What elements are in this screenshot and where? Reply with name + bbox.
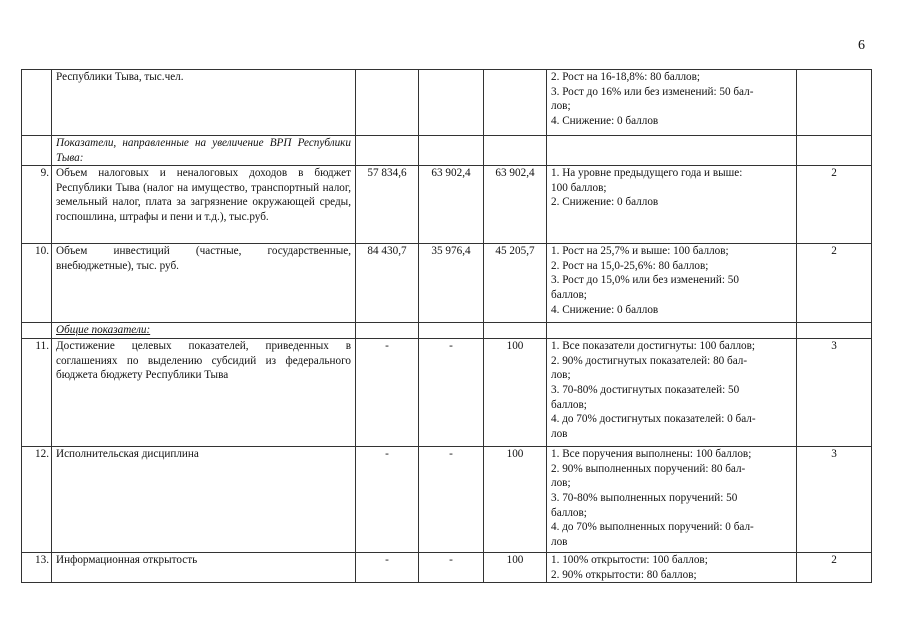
criteria-cell — [547, 166, 797, 244]
criteria-line: 2. Рост на 15,0-25,6%: 80 баллов; — [551, 259, 709, 272]
section-row — [22, 136, 872, 166]
criteria-cell — [547, 447, 797, 553]
indicator-name: Объем инвестиций (частные, государственные, внебюджетные), тыс. руб. — [52, 244, 356, 323]
criteria-line: лов; — [551, 477, 571, 490]
value-current-year: 63 902,4 — [419, 166, 484, 244]
weight-score: 3 — [797, 339, 872, 447]
value-prev-year: - — [356, 447, 419, 553]
table-row — [22, 244, 872, 323]
section-title: Показатели, направленные на увеличение ВРП Республики Тыва: — [52, 136, 356, 166]
indicator-name: Достижение целевых показателей, приведенных в соглашениях по выделению субсидий из федерального бюджета бюджету Республики Тыва — [52, 339, 356, 447]
row-number — [22, 70, 52, 136]
criteria-line: лов; — [551, 369, 571, 382]
criteria-cell — [547, 70, 797, 136]
empty-cell — [547, 136, 797, 166]
empty-cell — [797, 136, 872, 166]
value-target: 45 205,7 — [484, 244, 547, 323]
criteria-line: 2. 90% выполненных поручений: 80 бал- — [551, 462, 746, 475]
value-prev-year: - — [356, 553, 419, 583]
empty-cell — [484, 323, 547, 339]
row-number: 11. — [22, 339, 52, 447]
indicator-name: Исполнительская дисциплина — [52, 447, 356, 553]
criteria-cell — [547, 339, 797, 447]
empty-cell — [797, 323, 872, 339]
section-title: Общие показатели: — [52, 323, 356, 339]
value-current-year: - — [419, 447, 484, 553]
value-current-year — [419, 70, 484, 136]
criteria-line: 3. 70-80% выполненных поручений: 50 — [551, 491, 738, 504]
criteria-line: 4. Снижение: 0 баллов — [551, 114, 659, 127]
criteria-line: баллов; — [551, 288, 587, 301]
criteria-line: 1. На уровне предыдущего года и выше: — [551, 167, 743, 180]
value-target — [484, 70, 547, 136]
empty-cell — [356, 136, 419, 166]
value-target: 100 — [484, 339, 547, 447]
value-prev-year: - — [356, 339, 419, 447]
value-current-year: - — [419, 553, 484, 583]
criteria-line: баллов; — [551, 506, 587, 519]
indicator-name: Республики Тыва, тыс.чел. — [52, 70, 356, 136]
weight-score: 2 — [797, 553, 872, 583]
row-number-cell — [22, 136, 52, 166]
criteria-line: 4. до 70% выполненных поручений: 0 бал- — [551, 521, 754, 534]
criteria-line: 2. Снижение: 0 баллов — [551, 196, 659, 209]
empty-cell — [547, 323, 797, 339]
table-row — [22, 166, 872, 244]
table-row — [22, 70, 872, 136]
criteria-line: 1. 100% открытости: 100 баллов; — [551, 554, 708, 567]
table-row — [22, 447, 872, 553]
empty-cell — [484, 136, 547, 166]
empty-cell — [419, 323, 484, 339]
indicator-name: Объем налоговых и неналоговых доходов в бюджет Республики Тыва (налог на имущество, транспортный налог, земельный налог, плата за загрязнение окружающей среды, госпошлина, штрафы и пени и т.д.), тыс.руб. — [52, 166, 356, 244]
row-number: 9. — [22, 166, 52, 244]
value-prev-year — [356, 70, 419, 136]
criteria-line: 3. Рост до 15,0% или без изменений: 50 — [551, 274, 739, 287]
weight-score: 2 — [797, 166, 872, 244]
criteria-line: 3. Рост до 16% или без изменений: 50 бал- — [551, 85, 754, 98]
row-number: 13. — [22, 553, 52, 583]
indicator-name: Информационная открытость — [52, 553, 356, 583]
row-number: 12. — [22, 447, 52, 553]
criteria-line: 2. Рост на 16-18,8%: 80 баллов; — [551, 71, 701, 83]
section-row — [22, 323, 872, 339]
table-row — [22, 553, 872, 583]
criteria-line: 1. Рост на 25,7% и выше: 100 баллов; — [551, 245, 729, 258]
criteria-line: 2. 90% достигнутых показателей: 80 бал- — [551, 354, 748, 367]
criteria-line: 100 баллов; — [551, 181, 607, 194]
weight-score — [797, 70, 872, 136]
value-current-year: - — [419, 339, 484, 447]
indicators-table — [21, 69, 872, 583]
value-target: 100 — [484, 553, 547, 583]
empty-cell — [356, 323, 419, 339]
value-target: 100 — [484, 447, 547, 553]
table-row — [22, 339, 872, 447]
value-prev-year: 84 430,7 — [356, 244, 419, 323]
table-body — [22, 70, 872, 583]
criteria-line: лов; — [551, 100, 571, 113]
criteria-cell — [547, 244, 797, 323]
value-current-year: 35 976,4 — [419, 244, 484, 323]
weight-score: 3 — [797, 447, 872, 553]
criteria-line: баллов; — [551, 398, 587, 411]
value-target: 63 902,4 — [484, 166, 547, 244]
weight-score: 2 — [797, 244, 872, 323]
criteria-line: 4. до 70% достигнутых показателей: 0 бал- — [551, 413, 756, 426]
value-prev-year: 57 834,6 — [356, 166, 419, 244]
criteria-line: 3. 70-80% достигнутых показателей: 50 — [551, 383, 740, 396]
criteria-line: 4. Снижение: 0 баллов — [551, 303, 659, 316]
criteria-line: 2. 90% открытости: 80 баллов; — [551, 568, 697, 581]
page-number: 6 — [858, 38, 865, 53]
criteria-line: 1. Все показатели достигнуты: 100 баллов; — [551, 340, 756, 353]
criteria-cell — [547, 553, 797, 583]
row-number: 10. — [22, 244, 52, 323]
criteria-line: лов — [551, 535, 568, 548]
criteria-line: лов — [551, 427, 568, 440]
row-number-cell — [22, 323, 52, 339]
empty-cell — [419, 136, 484, 166]
criteria-line: 1. Все поручения выполнены: 100 баллов; — [551, 448, 752, 461]
